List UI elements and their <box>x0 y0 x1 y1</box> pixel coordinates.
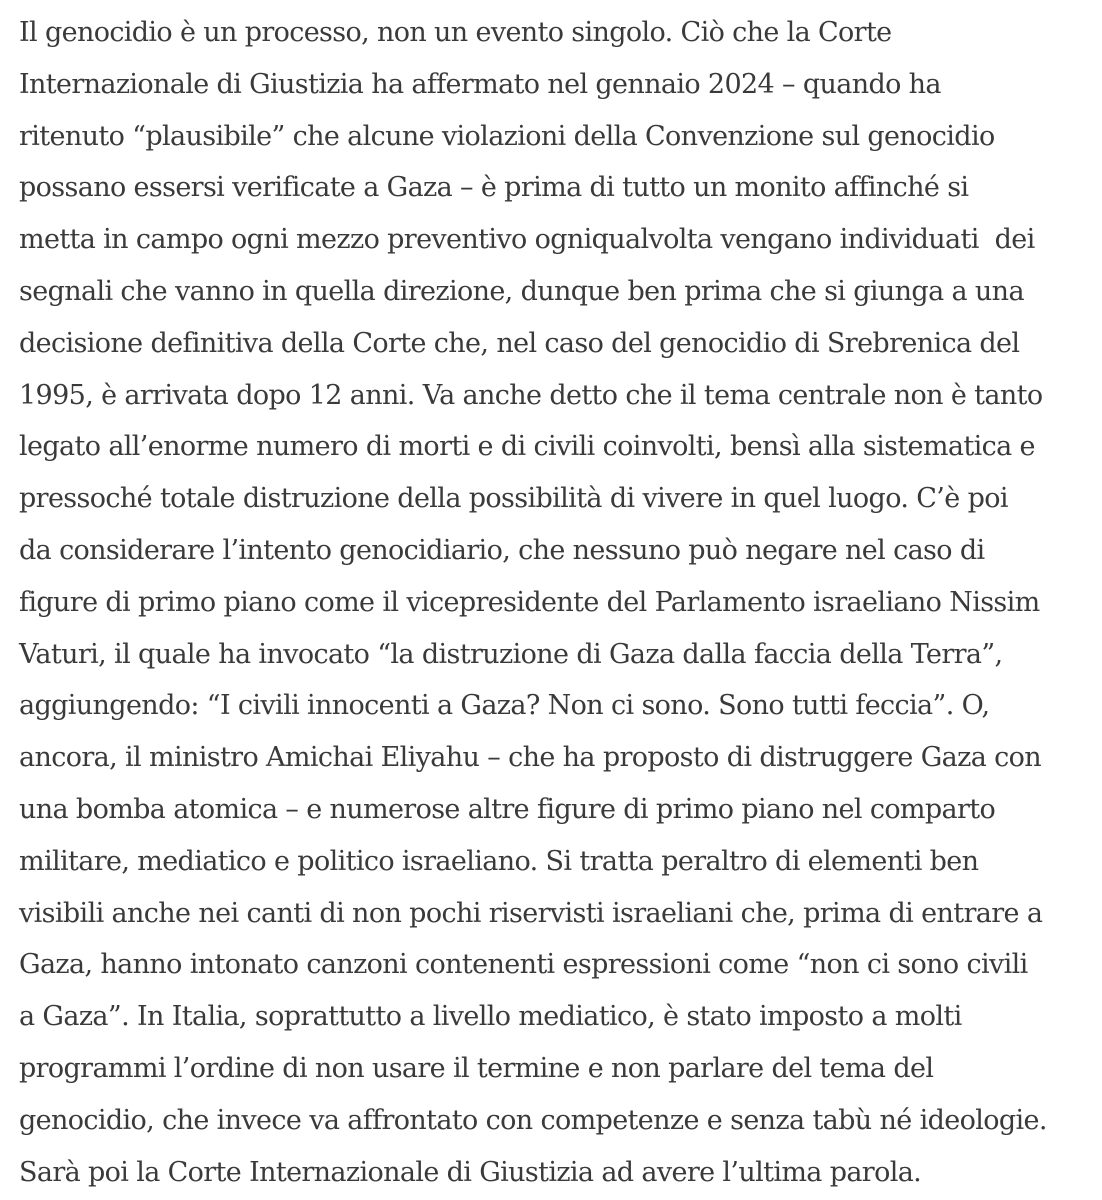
paragraph-line: da considerare l’intento genocidiario, che nessuno può negare nel caso di <box>19 534 985 566</box>
paragraph-line: possano essersi verificate a Gaza – è prima di tutto un monito affinché si <box>19 172 969 204</box>
paragraph-line: una bomba atomica – e numerose altre figure di primo piano nel comparto <box>19 793 996 825</box>
paragraph-line: decisione definitiva della Corte che, nel caso del genocidio di Srebrenica del <box>19 327 1020 359</box>
paragraph-line: segnali che vanno in quella direzione, dunque ben prima che si giunga a una <box>19 275 1024 307</box>
paragraph-line: Vaturi, il quale ha invocato “la distruzione di Gaza dalla faccia della Terra”, <box>19 638 1003 670</box>
paragraph-line: figure di primo piano come il vicepresidente del Parlamento israeliano Nissim <box>19 586 1040 618</box>
paragraph-line: visibili anche nei canti di non pochi riservisti israeliani che, prima di entrare a <box>19 897 1043 929</box>
article-paragraph <box>19 7 1102 1198</box>
paragraph-line: Sarà poi la Corte Internazionale di Giustizia ad avere l’ultima parola. <box>19 1156 922 1188</box>
paragraph-line: programmi l’ordine di non usare il termine e non parlare del tema del <box>19 1052 934 1084</box>
paragraph-line: militare, mediatico e politico israeliano. Si tratta peraltro di elementi ben <box>19 845 979 877</box>
paragraph-line: a Gaza”. In Italia, soprattutto a livello mediatico, è stato imposto a molti <box>19 1001 962 1033</box>
paragraph-line: genocidio, che invece va affrontato con competenze e senza tabù né ideologie. <box>19 1104 1047 1136</box>
paragraph-line: legato all’enorme numero di morti e di civili coinvolti, bensì alla sistematica e <box>19 431 1035 463</box>
paragraph-line: 1995, è arrivata dopo 12 anni. Va anche detto che il tema centrale non è tanto <box>19 379 1043 411</box>
paragraph-line: pressoché totale distruzione della possibilità di vivere in quel luogo. C’è poi <box>19 483 1008 515</box>
paragraph-line: Internazionale di Giustizia ha affermato nel gennaio 2024 – quando ha <box>19 68 941 100</box>
paragraph-line: Il genocidio è un processo, non un evento singolo. Ciò che la Corte <box>19 17 892 48</box>
paragraph-line: aggiungendo: “I civili innocenti a Gaza? Non ci sono. Sono tutti feccia”. O, <box>19 690 990 722</box>
paragraph-line: metta in campo ogni mezzo preventivo ogniqualvolta vengano individuati dei <box>19 224 1035 256</box>
paragraph-line: ancora, il ministro Amichai Eliyahu – che ha proposto di distruggere Gaza con <box>19 742 1042 774</box>
paragraph-line: ritenuto “plausibile” che alcune violazioni della Convenzione sul genocidio <box>19 120 995 152</box>
paragraph-line: Gaza, hanno intonato canzoni contenenti espressioni come “non ci sono civili <box>19 949 1028 981</box>
